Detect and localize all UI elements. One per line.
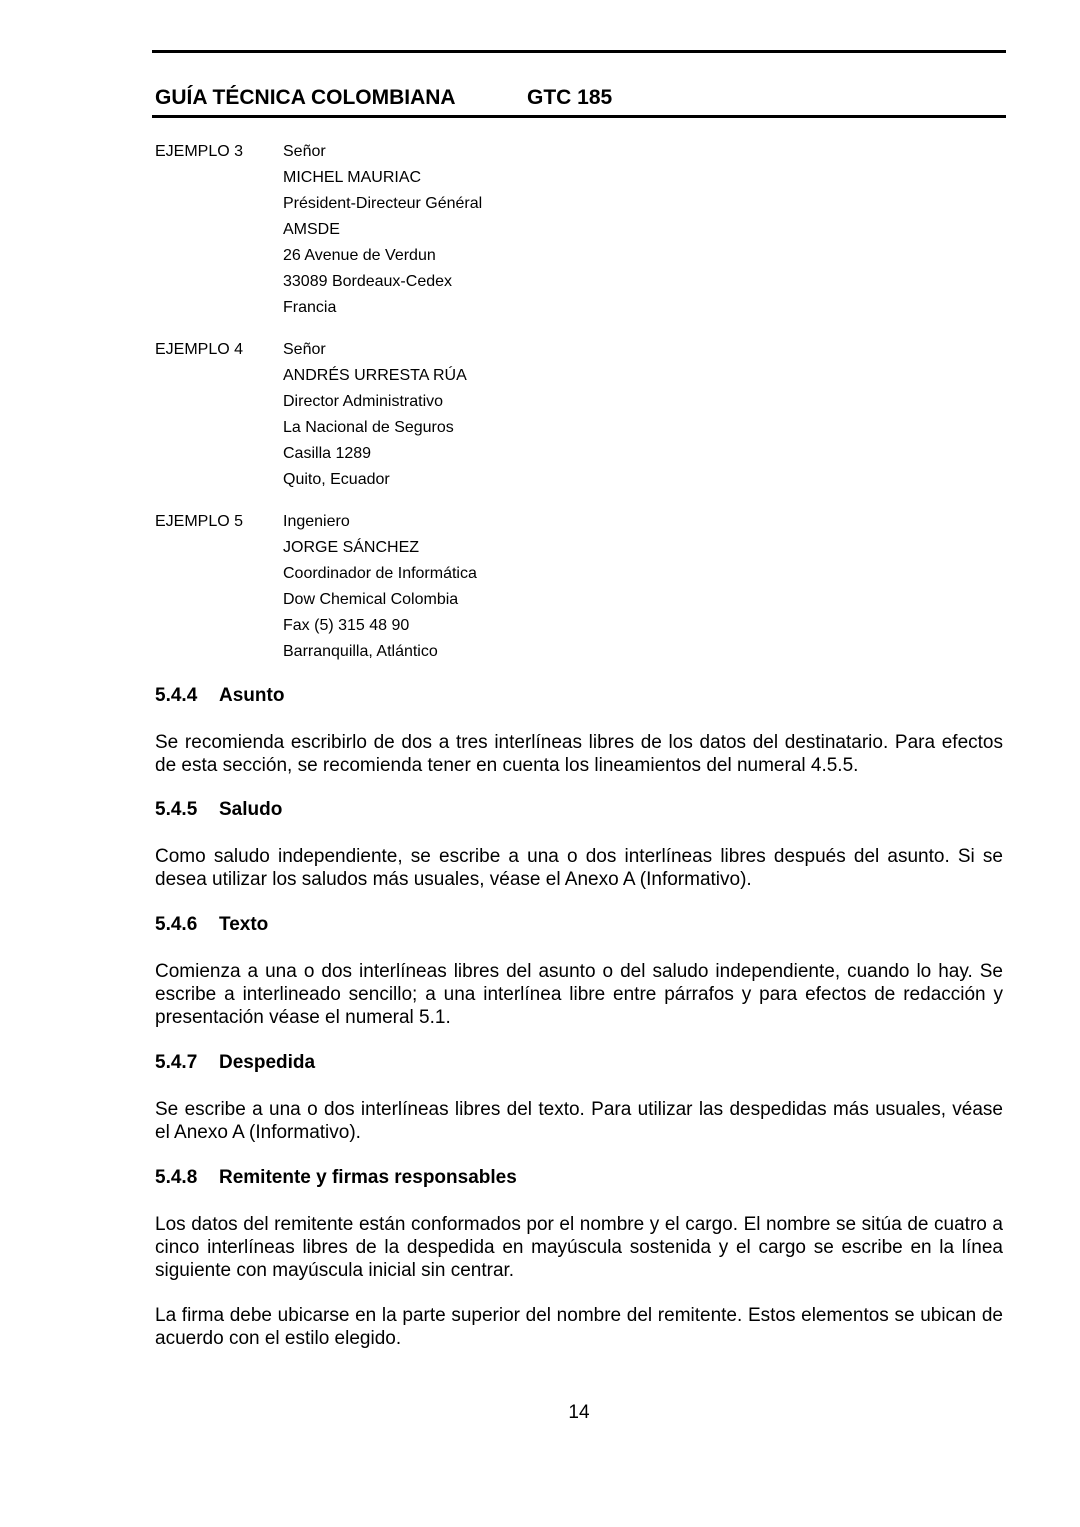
section-paragraph: Los datos del remitente están conformados por el nombre y el cargo. El nombre se sitúa de cuatro a cinco interlíneas libres de la despedida en mayúscula sostenida y el cargo se escribe en la línea siguiente con mayúscula inicial sin centrar. bbox=[155, 1214, 1003, 1281]
section-paragraph: Como saludo independiente, se escribe a una o dos interlíneas libres después del asunto. Si se desea utilizar los saludos más usuales, véase el Anexo A (Informativo). bbox=[155, 846, 1003, 890]
address-line: Director Administrativo bbox=[283, 393, 444, 410]
address-line: 33089 Bordeaux-Cedex bbox=[283, 273, 453, 290]
section-paragraph: La firma debe ubicarse en la parte superior del nombre del remitente. Estos elementos se ubican de acuerdo con el estilo elegido. bbox=[155, 1305, 1003, 1349]
address-line: Señor bbox=[283, 341, 326, 358]
example-label: EJEMPLO 5 bbox=[155, 513, 244, 530]
section-number: 5.4.6 bbox=[155, 914, 198, 935]
header-top-rule bbox=[152, 50, 1006, 53]
section-heading bbox=[155, 683, 1005, 709]
section-number: 5.4.4 bbox=[155, 685, 198, 706]
address-line: La Nacional de Seguros bbox=[283, 419, 454, 436]
section-heading bbox=[155, 1050, 1005, 1076]
page-header bbox=[155, 84, 1005, 114]
address-line: Casilla 1289 bbox=[283, 445, 372, 462]
address-line: 26 Avenue de Verdun bbox=[283, 247, 436, 264]
section-number: 5.4.7 bbox=[155, 1052, 198, 1073]
address-lines bbox=[283, 509, 477, 665]
address-lines bbox=[283, 139, 482, 321]
section-title: Remitente y firmas responsables bbox=[219, 1167, 517, 1188]
address-line: Francia bbox=[283, 299, 337, 316]
section-paragraph: Se recomienda escribirlo de dos a tres interlíneas libres de los datos del destinatario. Para efectos de esta sección, se recomienda tener en cuenta los lineamientos del numeral 4.5.5. bbox=[155, 732, 1003, 776]
address-line: Dow Chemical Colombia bbox=[283, 591, 459, 608]
section-heading bbox=[155, 797, 1005, 823]
section-heading bbox=[155, 912, 1005, 938]
address-line: Quito, Ecuador bbox=[283, 471, 390, 488]
document-code: GTC 185 bbox=[527, 86, 613, 109]
section-title: Asunto bbox=[219, 685, 285, 706]
section-title: Despedida bbox=[219, 1052, 316, 1073]
page-number: 14 bbox=[568, 1402, 590, 1423]
address-line: AMSDE bbox=[283, 221, 340, 238]
address-line: Ingeniero bbox=[283, 513, 350, 530]
example-label: EJEMPLO 4 bbox=[155, 341, 244, 358]
address-line: ANDRÉS URRESTA RÚA bbox=[283, 367, 467, 384]
address-line: JORGE SÁNCHEZ bbox=[283, 539, 420, 556]
section-paragraph: Comienza a una o dos interlíneas libres del asunto o del saludo independiente, cuando lo hay. Se escribe a interlineado sencillo; a una interlínea libre entre párrafos y para efectos de redacción y presentación véase el numeral 5.1. bbox=[155, 961, 1003, 1028]
address-line: MICHEL MAURIAC bbox=[283, 169, 422, 186]
section-heading bbox=[155, 1165, 1005, 1191]
address-line: Señor bbox=[283, 143, 326, 160]
header-bottom-rule bbox=[152, 115, 1006, 118]
section-paragraph: Se escribe a una o dos interlíneas libres del texto. Para utilizar las despedidas más usuales, véase el Anexo A (Informativo). bbox=[155, 1099, 1003, 1143]
address-lines bbox=[283, 337, 467, 493]
section-title: Saludo bbox=[219, 799, 283, 820]
document-title: GUÍA TÉCNICA COLOMBIANA bbox=[155, 86, 456, 109]
address-line: Coordinador de Informática bbox=[283, 565, 477, 582]
address-line: Fax (5) 315 48 90 bbox=[283, 617, 410, 634]
section-number: 5.4.5 bbox=[155, 799, 198, 820]
example-label: EJEMPLO 3 bbox=[155, 143, 244, 160]
address-line: Président-Directeur Général bbox=[283, 195, 483, 212]
section-number: 5.4.8 bbox=[155, 1167, 198, 1188]
address-line: Barranquilla, Atlántico bbox=[283, 643, 438, 660]
section-title: Texto bbox=[219, 914, 269, 935]
